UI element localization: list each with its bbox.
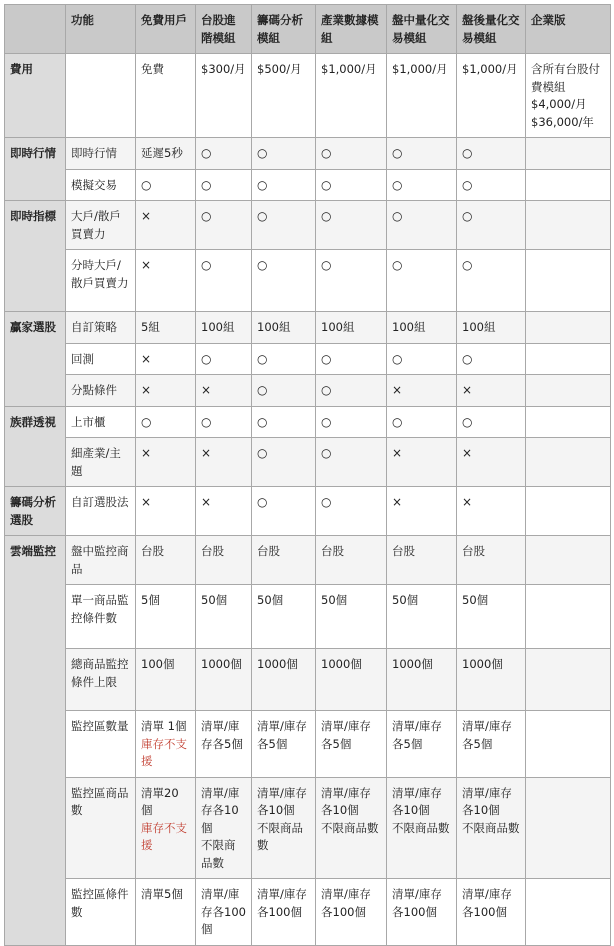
value-cell: ×: [457, 438, 526, 487]
value-cell: [457, 777, 526, 879]
feature-cell: 細產業/主題: [66, 438, 136, 487]
unsupported-note: 庫存不支援: [141, 820, 187, 852]
value-cell: ×: [136, 375, 196, 407]
value-text: 清單/庫存各10個: [201, 785, 240, 835]
value-cell: 50個: [457, 585, 526, 649]
value-cell: ○: [457, 250, 526, 312]
value-cell: [526, 879, 611, 946]
value-cell: ×: [136, 487, 196, 536]
value-text: 清單/庫存各10個: [257, 785, 307, 817]
value-text: 清單/庫存各10個: [392, 785, 442, 817]
value-cell: ○: [387, 343, 457, 375]
value-cell: [526, 649, 611, 711]
value-cell: ×: [457, 375, 526, 407]
value-cell: ○: [252, 487, 316, 536]
value-cell: 清單/庫存各5個: [252, 711, 316, 778]
value-cell: [526, 711, 611, 778]
value-cell: ×: [387, 375, 457, 407]
value-cell: [252, 777, 316, 879]
value-cell: 1000個: [457, 649, 526, 711]
value-cell: ×: [136, 438, 196, 487]
value-cell: 100組: [316, 312, 387, 344]
column-header-tw-advanced: 台股進階模組: [196, 5, 252, 54]
category-realtime-quote: 即時行情: [5, 138, 66, 201]
value-cell: 1000個: [387, 649, 457, 711]
value-cell: [526, 375, 611, 407]
value-cell: 清單/庫存各100個: [252, 879, 316, 946]
value-cell: ×: [196, 487, 252, 536]
value-cell: [526, 138, 611, 170]
value-cell: ○: [387, 138, 457, 170]
feature-cell: 總商品監控條件上限: [66, 649, 136, 711]
unsupported-note: 庫存不支援: [141, 736, 187, 768]
value-cell: 100組: [457, 312, 526, 344]
feature-cell: 盤中監控商品: [66, 536, 136, 585]
value-cell: 50個: [316, 585, 387, 649]
value-cell: ○: [316, 487, 387, 536]
value-cell: [387, 777, 457, 879]
table-row: [5, 169, 611, 201]
free-main-text: 清單 1個: [141, 719, 187, 733]
column-header-industry-data: 產業數據模組: [316, 5, 387, 54]
value-extra: 不限商品數: [462, 820, 520, 835]
column-header-intraday-quant: 盤中量化交易模組: [387, 5, 457, 54]
fee-tw-advanced: $300/月: [196, 54, 252, 138]
table-row: [5, 536, 611, 585]
value-cell: 50個: [387, 585, 457, 649]
feature-cell: 上市櫃: [66, 406, 136, 438]
feature-cell: 模擬交易: [66, 169, 136, 201]
value-cell: ○: [457, 169, 526, 201]
table-row: [5, 487, 611, 536]
category-winner-picks: 贏家選股: [5, 312, 66, 407]
column-header-afterhours-quant: 盤後量化交易模組: [457, 5, 526, 54]
value-cell: ○: [196, 343, 252, 375]
value-cell: 台股: [136, 536, 196, 585]
corner-cell: [5, 5, 66, 54]
value-cell: [526, 536, 611, 585]
value-cell: ×: [196, 438, 252, 487]
enterprise-yearly: $36,000/年: [531, 114, 594, 129]
value-cell: ○: [457, 201, 526, 250]
value-text: 清單/庫存各10個: [321, 785, 371, 817]
value-cell: ×: [457, 487, 526, 536]
value-cell: ○: [196, 250, 252, 312]
table-row: [5, 585, 611, 649]
value-cell: [526, 438, 611, 487]
value-cell: ○: [316, 250, 387, 312]
value-cell: [526, 406, 611, 438]
feature-cell: 監控區商品數: [66, 777, 136, 879]
value-cell: 台股: [196, 536, 252, 585]
value-cell: ○: [252, 406, 316, 438]
header-row: [5, 5, 611, 54]
value-cell: 清單/庫存各100個: [387, 879, 457, 946]
value-cell: [526, 487, 611, 536]
value-cell: 5組: [136, 312, 196, 344]
feature-cell: 回測: [66, 343, 136, 375]
fee-enterprise: [526, 54, 611, 138]
fee-industry-data: $1,000/月: [316, 54, 387, 138]
value-cell: ×: [196, 375, 252, 407]
value-cell: ○: [252, 201, 316, 250]
feature-cell: 監控區數量: [66, 711, 136, 778]
pricing-comparison: [4, 4, 611, 946]
value-cell: 清單/庫存各100個: [457, 879, 526, 946]
value-cell: ○: [252, 250, 316, 312]
table-row: [5, 406, 611, 438]
value-cell: ○: [316, 343, 387, 375]
value-cell: ×: [136, 250, 196, 312]
value-cell: [526, 169, 611, 201]
table-row: [5, 879, 611, 946]
value-cell: 50個: [196, 585, 252, 649]
category-cloud-monitor: 雲端監控: [5, 536, 66, 946]
value-cell: 100組: [252, 312, 316, 344]
value-cell: ○: [252, 169, 316, 201]
value-cell: 清單/庫存各100個: [316, 879, 387, 946]
table-row: [5, 312, 611, 344]
value-cell: 清單/庫存各5個: [457, 711, 526, 778]
value-cell: 100個: [136, 649, 196, 711]
table-row-fee: [5, 54, 611, 138]
value-cell: ○: [457, 406, 526, 438]
value-text: 清單/庫存各10個: [462, 785, 512, 817]
value-cell: 1000個: [252, 649, 316, 711]
value-cell: ×: [387, 487, 457, 536]
value-cell: ○: [387, 406, 457, 438]
feature-cell: 即時行情: [66, 138, 136, 170]
value-cell: [526, 250, 611, 312]
value-cell: [196, 777, 252, 879]
value-cell: [526, 343, 611, 375]
table-row: [5, 343, 611, 375]
value-cell: ○: [387, 169, 457, 201]
value-extra: 不限商品數: [201, 838, 236, 870]
feature-cell: [66, 54, 136, 138]
value-cell: 1000個: [196, 649, 252, 711]
enterprise-monthly: $4,000/月: [531, 97, 587, 111]
value-cell: ○: [252, 438, 316, 487]
feature-cell: 自訂選股法: [66, 487, 136, 536]
value-cell: 清單/庫存各5個: [316, 711, 387, 778]
column-header-free: 免費用戶: [136, 5, 196, 54]
table-row: [5, 777, 611, 879]
value-cell: ○: [316, 375, 387, 407]
table-row: [5, 250, 611, 312]
value-cell: 台股: [252, 536, 316, 585]
value-cell: 延遲5秒: [136, 138, 196, 170]
value-cell: ○: [387, 201, 457, 250]
feature-cell: 單一商品監控條件數: [66, 585, 136, 649]
value-cell: 清單/庫存各5個: [196, 711, 252, 778]
column-header-chip-analysis: 籌碼分析模組: [252, 5, 316, 54]
value-cell: 100組: [196, 312, 252, 344]
value-cell: [136, 777, 196, 879]
category-fee: 費用: [5, 54, 66, 138]
column-header-feature: 功能: [66, 5, 136, 54]
value-cell: ○: [457, 343, 526, 375]
value-cell: ○: [387, 250, 457, 312]
value-cell: [526, 312, 611, 344]
value-cell: 100組: [387, 312, 457, 344]
category-group-view: 族群透視: [5, 406, 66, 487]
feature-cell: 分點條件: [66, 375, 136, 407]
table-row: [5, 138, 611, 170]
feature-cell: 分時大戶/散戶買賣力: [66, 250, 136, 312]
plan-comparison-table: [4, 4, 611, 946]
value-extra: 不限商品數: [321, 820, 379, 835]
value-cell: ○: [252, 343, 316, 375]
value-cell: 50個: [252, 585, 316, 649]
value-cell: ○: [252, 138, 316, 170]
value-cell: 台股: [457, 536, 526, 585]
value-cell: ○: [136, 406, 196, 438]
value-cell: ×: [136, 201, 196, 250]
value-extra: 不限商品數: [257, 820, 303, 852]
category-chip-picks: 籌碼分析選股: [5, 487, 66, 536]
value-cell: ○: [316, 406, 387, 438]
value-cell: 台股: [387, 536, 457, 585]
value-cell: 1000個: [316, 649, 387, 711]
value-cell: ○: [136, 169, 196, 201]
fee-free: 免費: [136, 54, 196, 138]
value-cell: 清單/庫存各5個: [387, 711, 457, 778]
feature-cell: 自訂策略: [66, 312, 136, 344]
value-cell: [526, 585, 611, 649]
value-cell: ○: [196, 169, 252, 201]
table-row: [5, 201, 611, 250]
value-cell: ○: [196, 406, 252, 438]
table-row: [5, 711, 611, 778]
value-cell: ○: [196, 138, 252, 170]
category-realtime-indicator: 即時指標: [5, 201, 66, 312]
value-cell: ○: [316, 138, 387, 170]
value-cell: [316, 777, 387, 879]
value-cell: ○: [316, 438, 387, 487]
column-header-enterprise: 企業版: [526, 5, 611, 54]
value-cell: 5個: [136, 585, 196, 649]
feature-cell: 大戶/散戶買賣力: [66, 201, 136, 250]
value-extra: 不限商品數: [392, 820, 450, 835]
value-cell: ○: [316, 201, 387, 250]
free-main-text: 清單20個: [141, 785, 179, 817]
value-cell: 清單/庫存各100個: [196, 879, 252, 946]
value-cell: [136, 711, 196, 778]
value-cell: ○: [196, 201, 252, 250]
fee-intraday-quant: $1,000/月: [387, 54, 457, 138]
table-row: [5, 649, 611, 711]
value-cell: [526, 201, 611, 250]
value-cell: ×: [136, 343, 196, 375]
table-row: [5, 438, 611, 487]
table-row: [5, 375, 611, 407]
value-cell: ○: [457, 138, 526, 170]
value-cell: [526, 777, 611, 879]
value-cell: ○: [316, 169, 387, 201]
value-cell: ×: [387, 438, 457, 487]
value-cell: 台股: [316, 536, 387, 585]
value-cell: 清單5個: [136, 879, 196, 946]
fee-afterhours-quant: $1,000/月: [457, 54, 526, 138]
value-cell: ○: [252, 375, 316, 407]
enterprise-desc: 含所有台股付費模組: [531, 62, 600, 94]
feature-cell: 監控區條件數: [66, 879, 136, 946]
fee-chip-analysis: $500/月: [252, 54, 316, 138]
